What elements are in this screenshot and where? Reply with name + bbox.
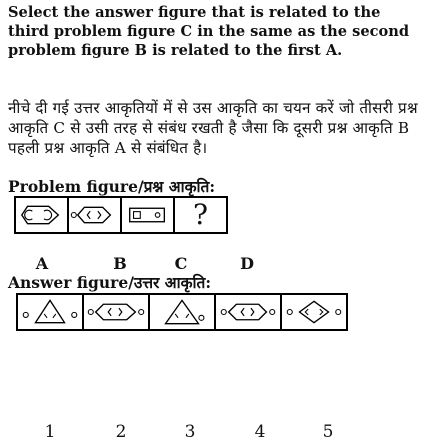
problem-figure-c bbox=[120, 196, 175, 234]
answer-number: 5 bbox=[322, 422, 334, 442]
problem-figure-label: Problem figure/प्रश्न आकृति: bbox=[8, 177, 216, 196]
hexagon-dots-figure bbox=[69, 198, 120, 232]
question-text-english: Select the answer figure that is related to the third problem figure C in the same as the second problem figure B is related to the first A. bbox=[8, 4, 410, 59]
triangle-figure bbox=[150, 295, 214, 329]
answer-option-2[interactable] bbox=[82, 293, 150, 331]
hexagon-open-figure bbox=[16, 198, 67, 232]
hexagon-dots-figure bbox=[216, 295, 280, 329]
problem-figure-d bbox=[173, 196, 228, 234]
answer-figure-row bbox=[16, 293, 348, 331]
problem-letter: D bbox=[240, 254, 254, 273]
problem-figure-b bbox=[67, 196, 122, 234]
answer-number: 1 bbox=[44, 422, 56, 442]
answer-option-3[interactable] bbox=[148, 293, 216, 331]
hexagon-dots-figure bbox=[84, 295, 148, 329]
answer-number: 3 bbox=[184, 422, 196, 442]
triangle-figure bbox=[18, 295, 82, 329]
diamond-figure bbox=[282, 295, 346, 329]
problem-figure-row bbox=[14, 196, 228, 234]
answer-figure-numbers bbox=[0, 422, 430, 444]
answer-figure-label: Answer figure/उत्तर आकृति: bbox=[8, 273, 212, 292]
answer-option-4[interactable] bbox=[214, 293, 282, 331]
unknown-figure-mark: ? bbox=[192, 198, 208, 231]
answer-number: 2 bbox=[115, 422, 127, 442]
problem-letter: B bbox=[113, 254, 127, 273]
problem-letter: C bbox=[174, 254, 188, 273]
problem-figure-a bbox=[14, 196, 69, 234]
problem-letter: A bbox=[35, 254, 49, 273]
question-text-hindi: नीचे दी गई उत्तर आकृतियों में से उस आकृति का चयन करें जो तीसरी प्रश्न आकृति C से उसी तरह से संबंध रखती है जैसा कि दूसरी प्रश्न आकृति B पहली प्रश्न आकृति A से संबंधित है। bbox=[8, 99, 418, 157]
answer-option-1[interactable] bbox=[16, 293, 84, 331]
answer-number: 4 bbox=[254, 422, 266, 442]
answer-option-5[interactable] bbox=[280, 293, 348, 331]
rectangle-figure bbox=[122, 198, 173, 232]
